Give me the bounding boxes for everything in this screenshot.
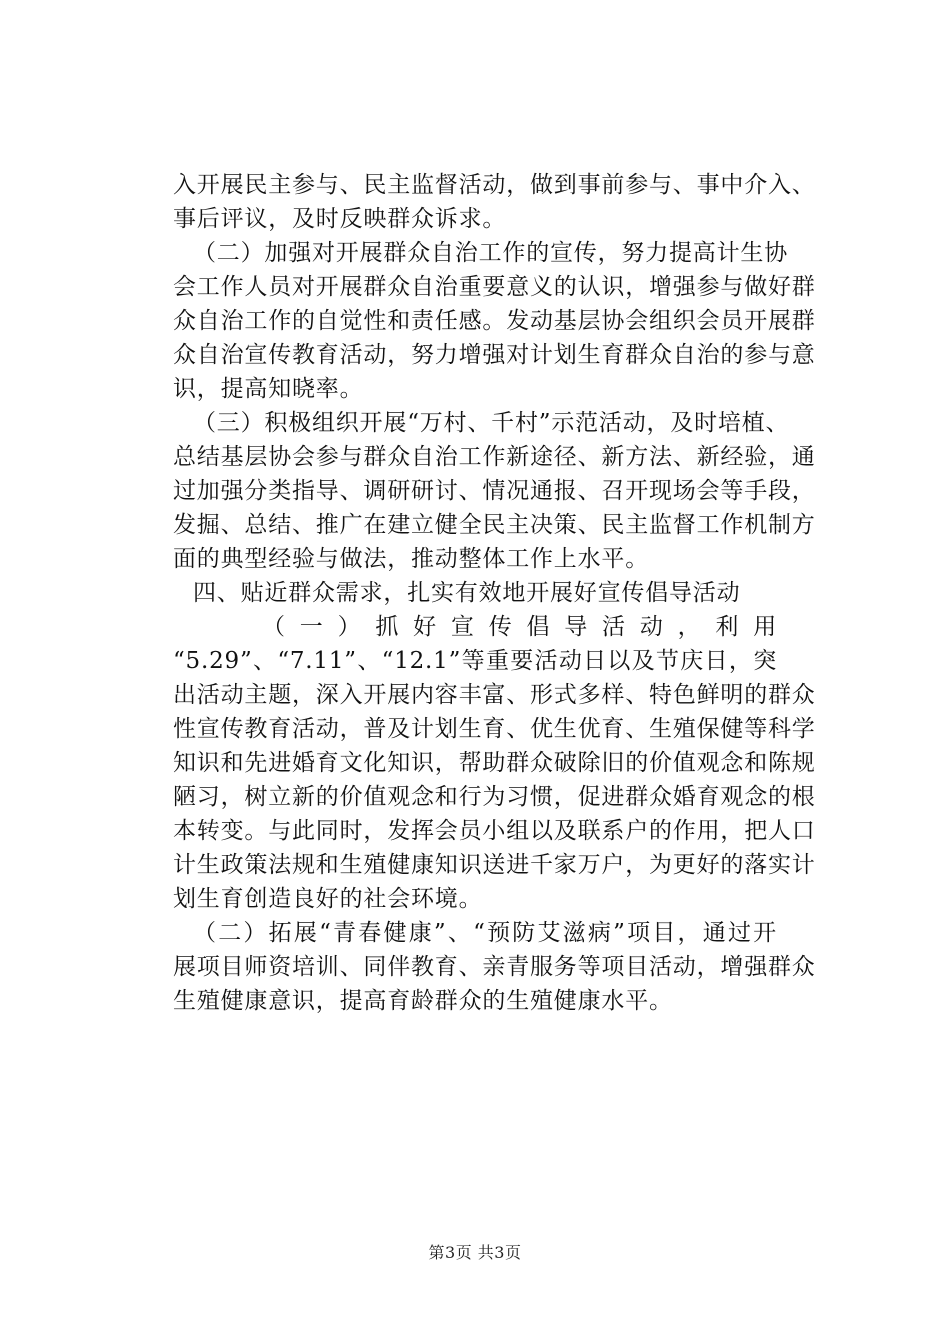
text-line: 知识和先进婚育文化知识，帮助群众破除旧的价值观念和陈规 <box>173 750 816 776</box>
text-line: 面的典型经验与做法，推动整体工作上水平。 <box>173 546 649 572</box>
text-line: 事后评议，及时反映群众诉求。 <box>173 206 507 232</box>
text-line: 总结基层协会参与群众自治工作新途径、新方法、新经验，通 <box>173 444 816 470</box>
text-line: 识，提高知晓率。 <box>173 376 364 402</box>
text-line: 生殖健康意识，提高育龄群众的生殖健康水平。 <box>173 988 673 1014</box>
text-line: （二）拓展“青春健康”、“预防艾滋病”项目，通过开 <box>193 920 777 946</box>
text-line: 众自治工作的自觉性和责任感。发动基层协会组织会员开展群 <box>173 308 816 334</box>
text-line: 过加强分类指导、调研研讨、情况通报、召开现场会等手段， <box>173 478 816 504</box>
section-heading: 四、贴近群众需求，扎实有效地开展好宣传倡导活动 <box>193 580 741 606</box>
text-line: 入开展民主参与、民主监督活动，做到事前参与、事中介入、 <box>173 172 816 198</box>
text-line: （三）积极组织开展“万村、千村”示范活动，及时培植、 <box>193 410 790 436</box>
page-number-footer: 第3页 共3页 <box>428 1243 522 1262</box>
text-line: 计生政策法规和生殖健康知识送进千家万户，为更好的落实计 <box>173 852 816 878</box>
text-line: 出活动主题，深入开展内容丰富、形式多样、特色鲜明的群众 <box>173 682 816 708</box>
text-line: 发掘、总结、推广在建立健全民主决策、民主监督工作机制方 <box>173 512 816 538</box>
text-line: （一）抓好宣传倡导活动，利用 <box>262 614 777 640</box>
text-line: 展项目师资培训、同伴教育、亲青服务等项目活动，增强群众 <box>173 954 816 980</box>
text-line: 众自治宣传教育活动，努力增强对计划生育群众自治的参与意 <box>173 342 816 368</box>
text-line: “5.29”、“7.11”、“12.1”等重要活动日以及节庆日，突 <box>173 648 777 674</box>
text-line: 陋习，树立新的价值观念和行为习惯，促进群众婚育观念的根 <box>173 784 816 810</box>
text-line: （二）加强对开展群众自治工作的宣传，努力提高计生协 <box>193 240 788 266</box>
text-line: 划生育创造良好的社会环境。 <box>173 886 483 912</box>
text-line: 会工作人员对开展群众自治重要意义的认识，增强参与做好群 <box>173 274 816 300</box>
text-line: 本转变。与此同时，发挥会员小组以及联系户的作用，把人口 <box>173 818 816 844</box>
text-line: 性宣传教育活动，普及计划生育、优生优育、生殖保健等科学 <box>173 716 816 742</box>
